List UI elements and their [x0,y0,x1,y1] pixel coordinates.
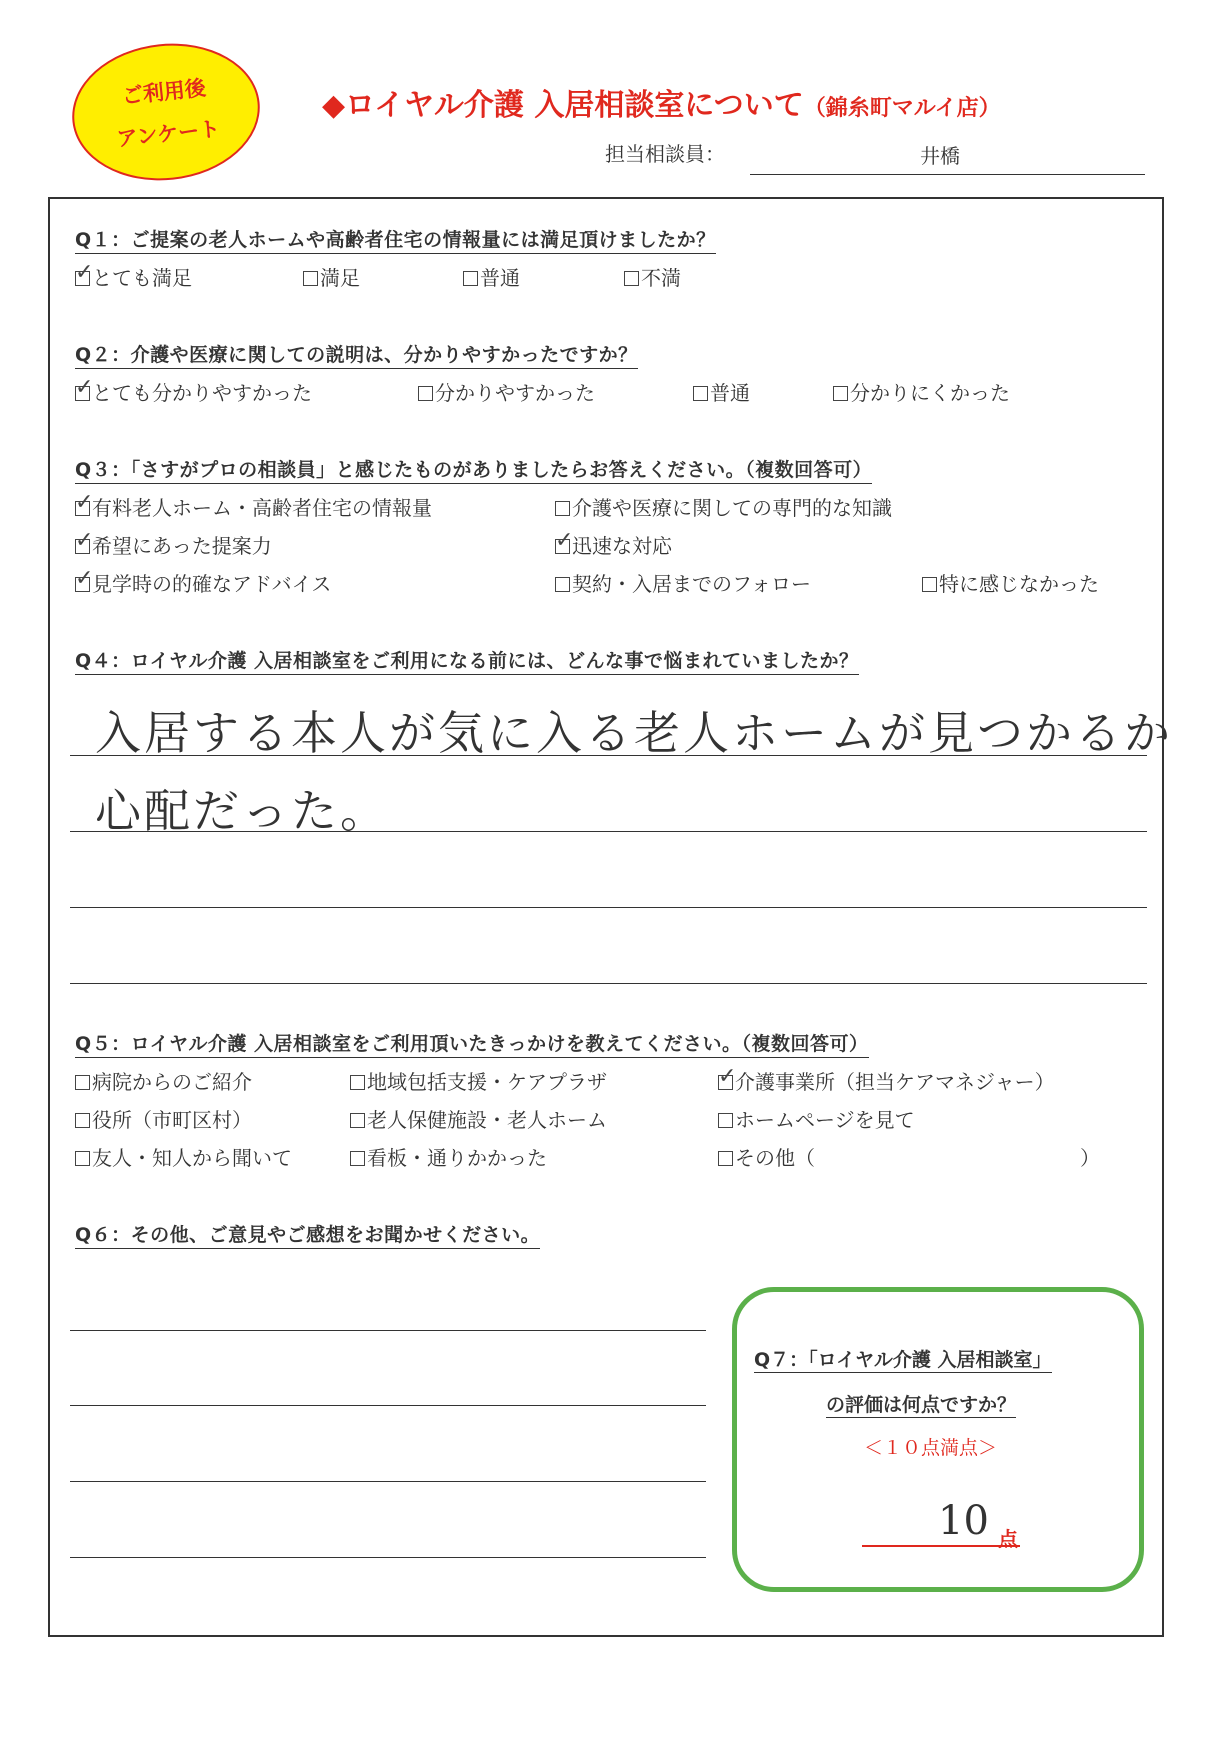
q6-question: Q６：その他、ご意見やご感想をお聞かせください。 [75,1220,540,1249]
q1-option-very-satisfied[interactable]: ✓とても満足 [75,262,192,291]
checkbox[interactable] [350,1113,365,1128]
q3-option-info[interactable]: ✓有料老人ホーム・高齢者住宅の情報量 [75,492,432,521]
q3-option-none[interactable]: 特に感じなかった [922,568,1099,597]
q5-option-facility[interactable]: 老人保健施設・老人ホーム [350,1104,607,1133]
q4-question: Q４：ロイヤル介護 入居相談室をご利用になる前には、どんな事で悩まれていましたか？ [75,646,859,675]
q6-answer-rule [70,1405,706,1406]
q2-question: Q２：介護や医療に関しての説明は、分かりやすかったですか？ [75,340,638,369]
checkbox[interactable] [624,271,639,286]
q7-score-underline [862,1545,1020,1547]
checkbox[interactable] [303,271,318,286]
checkbox[interactable] [718,1113,733,1128]
checkbox[interactable] [555,501,570,516]
q5-option-friend[interactable]: 友人・知人から聞いて [75,1142,292,1171]
q5-option-government[interactable]: 役所（市町区村） [75,1104,252,1133]
page-title [322,80,1001,124]
q2-option-clear[interactable]: 分かりやすかった [418,377,595,406]
q3-question: Q３：「さすがプロの相談員」と感じたものがありましたらお答えください。（複数回答可） [75,455,872,484]
checkbox[interactable] [833,386,848,401]
checkbox[interactable] [555,577,570,592]
q7-score[interactable]: 10 [938,1498,989,1544]
q5-option-signboard[interactable]: 看板・通りかかった [350,1142,547,1171]
q4-answer-line1[interactable]: 入居する本人が気に入る老人ホームが見つかるか [95,706,1173,760]
q6-answer-rule [70,1330,706,1331]
badge-line2: アンケート [115,116,222,152]
survey-badge [65,35,266,190]
checkbox[interactable] [463,271,478,286]
q4-answer-rule [70,831,1147,832]
q1-option-satisfied[interactable]: 満足 [303,262,360,291]
checkbox-checked[interactable] [75,577,90,592]
q4-answer-rule [70,907,1147,908]
q4-answer-line2[interactable]: 心配だった。 [95,784,389,838]
q7-question-line1: Q７：「ロイヤル介護 入居相談室」 [754,1345,1052,1373]
staff-underline [750,174,1145,175]
q1-option-normal[interactable]: 普通 [463,262,520,291]
staff-label: 担当相談員： [605,142,725,166]
q3-option-speed[interactable]: ✓ 迅速な対応 [555,530,672,559]
checkbox-checked[interactable] [75,539,90,554]
checkbox[interactable] [350,1151,365,1166]
q2-option-unclear[interactable]: 分かりにくかった [833,377,1010,406]
q1-option-unsatisfied[interactable]: 不満 [624,262,681,291]
q6-answer-rule [70,1557,706,1558]
q7-score-unit: 点 [998,1527,1018,1551]
checkbox-checked[interactable] [555,539,570,554]
q5-option-other[interactable]: その他（ [718,1142,815,1171]
q5-option-hospital[interactable]: 病院からのご紹介 [75,1066,252,1095]
q3-option-knowledge[interactable]: 介護や医療に関しての専門的な知識 [555,492,892,521]
q7-question-line2: の評価は何点ですか？ [826,1390,1016,1418]
q7-scale: ＜１０点満点＞ [864,1437,998,1459]
q3-option-advice[interactable]: ✓見学時の的確なアドバイス [75,568,331,597]
q3-option-proposal[interactable]: ✓希望にあった提案力 [75,530,272,559]
badge-line1: ご利用後 [120,75,207,109]
q4-answer-rule [70,983,1147,984]
q6-answer-rule [70,1481,706,1482]
q5-other-close-paren: ） [1080,1146,1100,1170]
q2-option-normal[interactable]: 普通 [693,377,750,406]
checkbox[interactable] [418,386,433,401]
checkbox[interactable] [75,1113,90,1128]
q4-answer-rule [70,755,1147,756]
checkbox-checked[interactable] [718,1075,733,1090]
checkbox-checked[interactable] [75,386,90,401]
checkbox[interactable] [693,386,708,401]
checkbox-checked[interactable] [75,271,90,286]
checkbox[interactable] [75,1075,90,1090]
q5-option-care-office[interactable]: ✓ 介護事業所（担当ケアマネジャー） [718,1066,1055,1095]
q1-question: Q１：ご提案の老人ホームや高齢者住宅の情報量には満足頂けましたか？ [75,225,716,254]
title-main: ◆ロイヤル介護 入居相談室について [322,88,804,123]
staff-name: 井橋 [920,144,960,168]
title-store: （錦糸町マルイ店） [803,96,1001,121]
checkbox[interactable] [922,577,937,592]
q5-option-homepage[interactable]: ホームページを見て [718,1104,915,1133]
checkbox[interactable] [718,1151,733,1166]
checkbox-checked[interactable] [75,501,90,516]
q5-option-community[interactable]: 地域包括支援・ケアプラザ [350,1066,607,1095]
q5-question: Q５：ロイヤル介護 入居相談室をご利用頂いたきっかけを教えてください。（複数回答可） [75,1029,869,1058]
checkbox[interactable] [75,1151,90,1166]
q2-option-very-clear[interactable]: ✓とても分かりやすかった [75,377,312,406]
checkbox[interactable] [350,1075,365,1090]
q3-option-follow[interactable]: 契約・入居までのフォロー [555,568,811,597]
